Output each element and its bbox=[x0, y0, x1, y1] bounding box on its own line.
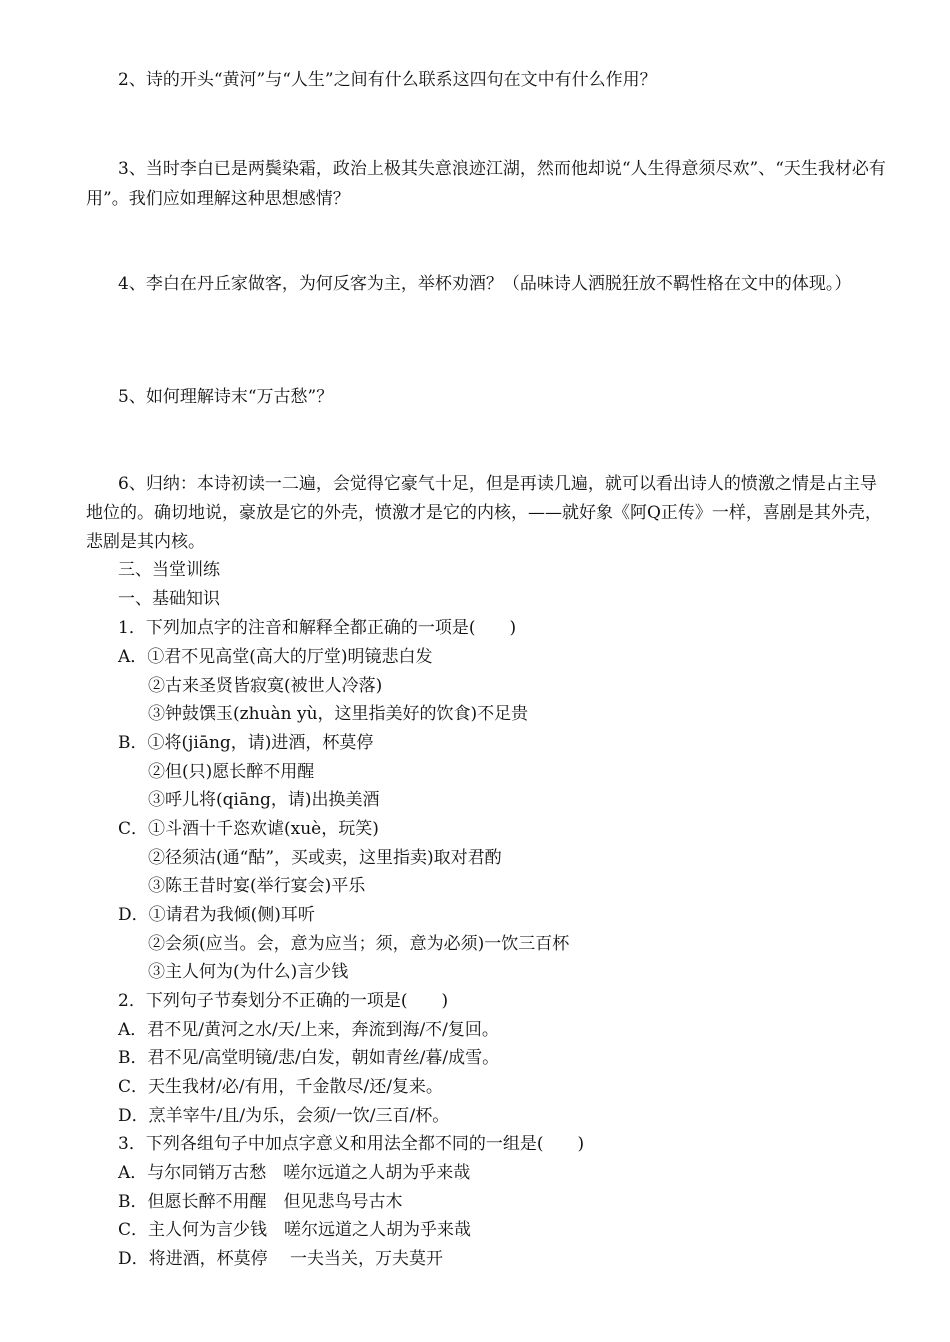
summary-paragraph: 6、归纳：本诗初读一二遍，会觉得它豪气十足，但是再读几遍，就可以看出诗人的愤激之情是占主导地位的。确切地说，豪放是它的外壳，愤激才是它的内核，——就好象《阿Q正传》一样，喜剧是其外壳，悲剧是其内核。 bbox=[86, 474, 882, 552]
question-1-stem: 1．下列加点字的注音和解释全都正确的一项是( ) bbox=[118, 618, 517, 638]
question-3-option-c: C．主人何为言少钱 嗟尔远道之人胡为乎来哉 bbox=[118, 1220, 472, 1240]
question-1-option-d-line-1: D．①请君为我倾(侧)耳听 bbox=[118, 905, 315, 925]
discussion-question-3: 3、当时李白已是两鬓染霜，政治上极其失意浪迹江湖，然而他却说“人生得意须尽欢”、“天生我材必有用”。我们应如理解这种思想感情？ bbox=[86, 159, 886, 209]
question-2-option-b: B．君不见/高堂明镜/悲/白发，朝如青丝/暮/成雪。 bbox=[118, 1048, 500, 1068]
question-1-option-d-line-2: ②会须(应当。会，意为应当；须，意为必须)一饮三百杯 bbox=[148, 934, 570, 954]
question-1-option-a-line-2: ②古来圣贤皆寂寞(被世人冷落) bbox=[148, 676, 383, 696]
question-3-option-b: B．但愿长醉不用醒 但见悲鸟号古木 bbox=[118, 1192, 403, 1212]
question-2-option-a: A．君不见/黄河之水/天/上来，奔流到海/不/复回。 bbox=[118, 1020, 499, 1040]
discussion-question-4: 4、李白在丹丘家做客，为何反客为主，举杯劝酒？（品味诗人洒脱狂放不羁性格在文中的体现。） bbox=[118, 274, 852, 294]
discussion-question-5: 5、如何理解诗末“万古愁”？ bbox=[118, 387, 334, 407]
section-title-classroom-practice: 三、当堂训练 bbox=[118, 560, 220, 580]
question-1-option-b-line-1: B．①将(jiāng，请)进酒，杯莫停 bbox=[118, 733, 374, 753]
question-3-stem: 3．下列各组句子中加点字意义和用法全都不同的一组是( ) bbox=[118, 1134, 585, 1154]
question-2-option-d: D．烹羊宰牛/且/为乐，会须/一饮/三百/杯。 bbox=[118, 1106, 450, 1126]
question-1-option-a-line-3: ③钟鼓馔玉(zhuàn yù，这里指美好的饮食)不足贵 bbox=[148, 704, 529, 724]
question-1-option-b-line-3: ③呼儿将(qiāng，请)出换美酒 bbox=[148, 790, 380, 810]
question-2-option-c: C．天生我材/必/有用，千金散尽/还/复来。 bbox=[118, 1077, 443, 1097]
question-2-stem: 2．下列句子节奏划分不正确的一项是( ) bbox=[118, 991, 449, 1011]
question-1-option-a-line-1: A．①君不见高堂(高大的厅堂)明镜悲白发 bbox=[118, 647, 433, 667]
discussion-question-2: 2、诗的开头“黄河”与“人生”之间有什么联系这四句在文中有什么作用？ bbox=[118, 70, 657, 90]
section-subtitle-basic-knowledge: 一、基础知识 bbox=[118, 589, 220, 609]
question-1-option-c-line-2: ②径须沽(通“酤”，买或卖，这里指卖)取对君酌 bbox=[148, 848, 502, 868]
question-1-option-c-line-3: ③陈王昔时宴(举行宴会)平乐 bbox=[148, 876, 366, 896]
question-1-option-c-line-1: C．①斗酒十千恣欢谑(xuè，玩笑) bbox=[118, 819, 379, 839]
question-3-option-a: A．与尔同销万古愁 嗟尔远道之人胡为乎来哉 bbox=[118, 1163, 471, 1183]
question-1-option-d-line-3: ③主人何为(为什么)言少钱 bbox=[148, 962, 349, 982]
question-3-option-d: D．将进酒，杯莫停 一夫当关，万夫莫开 bbox=[118, 1249, 444, 1269]
question-1-option-b-line-2: ②但(只)愿长醉不用醒 bbox=[148, 762, 315, 782]
